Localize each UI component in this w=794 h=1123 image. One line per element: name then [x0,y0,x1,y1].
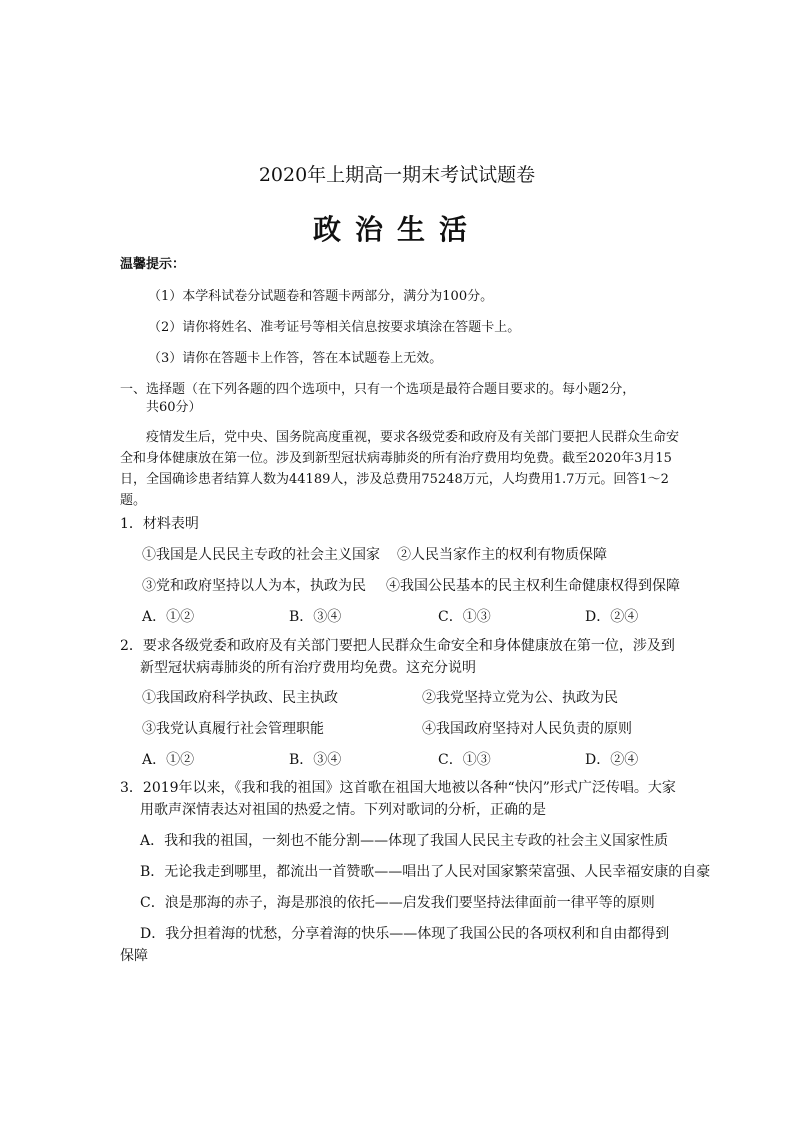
question-3-stem: 3．2019年以来，《我和我的祖国》这首歌在祖国大地被以各种“快闪”形式广泛传唱。大家用歌声深情表达对祖国的热爱之情。下列对歌词的分析，正确的是 [120,780,676,818]
q3-option-d: D．我分担着海的忧愁，分享着海的快乐——体现了我国公民的各项权利和自由都得到保障 [120,926,670,964]
subject-title: 政治生活 [312,213,481,246]
q1-choice-c: C．①③ [438,609,491,625]
q2-item-2: ②我党坚持立党为公、执政为民 [422,690,618,706]
q1-choice-d: D．②④ [585,609,639,625]
note-2: （2）请你将姓名、准考证号等相关信息按要求填涂在答题卡上。 [148,320,521,335]
q2-choice-c: C．①③ [438,752,491,768]
section-heading-line2: 共60分） [146,400,202,415]
question-2-stem: 2．要求各级党委和政府及有关部门要把人民群众生命安全和身体健康放在第一位，涉及到新型冠状病毒肺炎的所有治疗费用均免费。这充分说明 [120,638,675,676]
q1-item-2: ②人民当家作主的权利有物质保障 [397,547,607,563]
q1-choice-b: B．③④ [289,609,342,625]
q2-choice-d: D．②④ [585,752,639,768]
q1-item-1: ①我国是人民民主专政的社会主义国家 [142,547,380,563]
warm-tip-label: 温馨提示： [120,257,186,272]
section-heading-line1: 一、选择题（在下列各题的四个选项中，只有一个选项是最符合题目要求的。每小题2分， [120,382,636,397]
q1-choice-a: A．①② [142,609,195,625]
q2-item-3: ③我党认真履行社会管理职能 [142,721,324,737]
q2-choice-b: B．③④ [289,752,342,768]
q2-choice-a: A．①② [142,752,195,768]
q3-option-b: B．无论我走到哪里，都流出一首赞歌——唱出了人民对国家繁荣富强、人民幸福安康的自豪 [140,864,711,880]
question-1-stem: 1．材料表明 [120,516,199,532]
q3-option-a: A．我和我的祖国，一刻也不能分割——体现了我国人民民主专政的社会主义国家性质 [140,833,669,849]
q2-item-4: ④我国政府坚持对人民负责的原则 [422,721,632,737]
q3-option-c: C．浪是那海的赤子，海是那浪的依托——启发我们要坚持法律面前一律平等的原则 [140,895,655,911]
q2-item-1: ①我国政府科学执政、民主执政 [142,690,338,706]
q1-item-3: ③党和政府坚持以人为本，执政为民 [142,578,366,594]
material-paragraph: 疫情发生后，党中央、国务院高度重视，要求各级党委和政府及有关部门要把人民群众生命安全和身体健康放在第一位。涉及到新型冠状病毒肺炎的所有治疗费用均免费。截至2020年3月15日，全国确诊患者结算人数为44189人，涉及总费用75248万元，人均费用1.7万元。回答1～2题。 [120,430,680,508]
note-1: （1）本学科试卷分试题卷和答题卡两部分，满分为100分。 [148,289,494,304]
q1-item-4: ④我国公民基本的民主权利生命健康权得到保障 [386,578,680,594]
exam-title: 2020年上期高一期末考试试题卷 [258,164,536,186]
note-3: （3）请你在答题卡上作答，答在本试题卷上无效。 [148,351,443,366]
